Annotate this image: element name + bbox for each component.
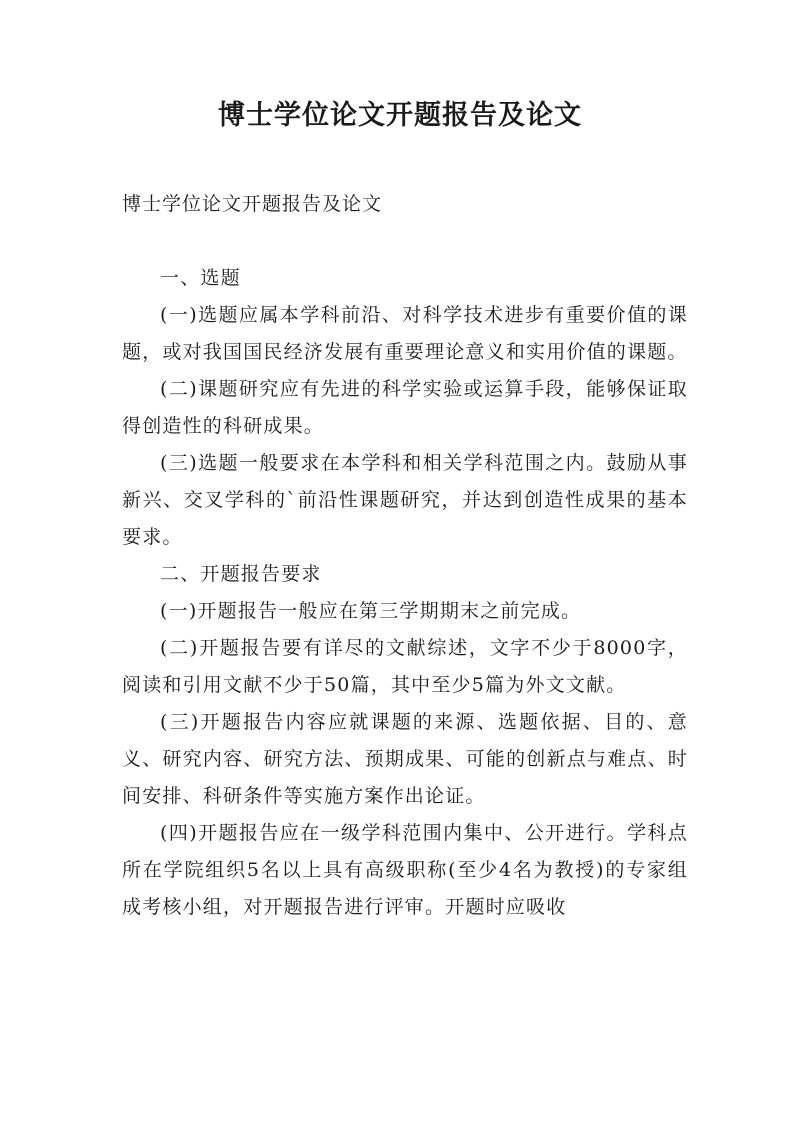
document-subtitle: 博士学位论文开题报告及论文 bbox=[122, 193, 383, 215]
document-title: 博士学位论文开题报告及论文 bbox=[218, 100, 582, 131]
paragraph-requirement-3: (三)开题报告内容应就课题的来源、选题依据、目的、意义、研究内容、研究方法、预期成果、可能的创新点与难点、时间安排、科研条件等实施方案作出论证。 bbox=[122, 711, 688, 807]
document-body bbox=[122, 260, 688, 926]
paragraph-requirement-4: (四)开题报告应在一级学科范围内集中、公开进行。学科点所在学院组织5名以上具有高级职称(至少4名为教授)的专家组成考核小组，对开题报告进行评审。开题时应吸收 bbox=[122, 822, 688, 918]
section-heading-proposal-requirements: 二、开题报告要求 bbox=[160, 563, 322, 585]
paragraph-topic-2: (二)课题研究应有先进的科学实验或运算手段，能够保证取得创造性的科研成果。 bbox=[122, 378, 688, 437]
paragraph-topic-3: (三)选题一般要求在本学科和相关学科范围之内。鼓励从事新兴、交叉学科的`前沿性课题研究，并达到创造性成果的基本要求。 bbox=[122, 452, 688, 548]
paragraph-requirement-2: (二)开题报告要有详尽的文献综述，文字不少于8000字，阅读和引用文献不少于50篇，其中至少5篇为外文文献。 bbox=[122, 637, 688, 696]
paragraph-requirement-1: (一)开题报告一般应在第三学期期末之前完成。 bbox=[160, 600, 582, 622]
paragraph-topic-1: (一)选题应属本学科前沿、对科学技术进步有重要价值的课题，或对我国国民经济发展有重要理论意义和实用价值的课题。 bbox=[122, 304, 688, 363]
section-heading-topic-selection: 一、选题 bbox=[160, 267, 241, 289]
